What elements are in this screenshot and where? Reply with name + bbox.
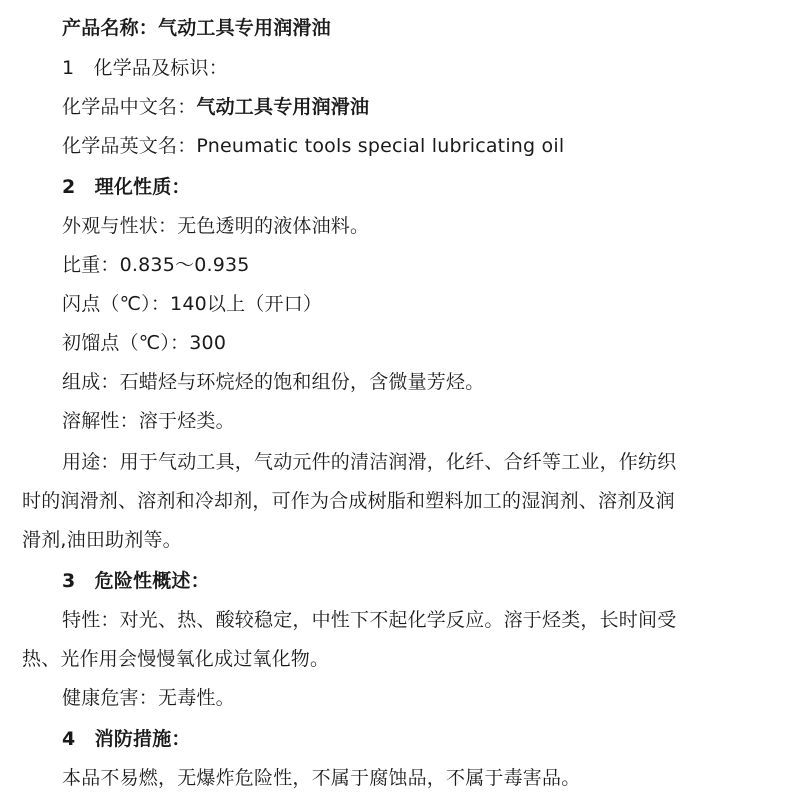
health-hazard-text: 健康危害：无毒性。 (62, 687, 235, 709)
section2-heading: 2 理化性质： (62, 176, 191, 198)
section4-heading: 4 消防措施： (62, 728, 191, 750)
properties-line-1: 特性：对光、热、酸较稳定，中性下不起化学反应。溶于烃类，长时间受 (62, 609, 677, 631)
solubility-text: 溶解性：溶于烃类。 (62, 410, 235, 432)
flammability-text: 本品不易燃，无爆炸危险性，不属于腐蚀品，不属于毒害品。 (62, 767, 581, 789)
initial-boiling-point-text: 初馏点（℃）：300 (62, 332, 227, 354)
composition-text: 组成：石蜡烃与环烷烃的饱和组份，含微量芳烃。 (62, 371, 485, 393)
chinese-name-row (62, 95, 369, 119)
appearance-text: 外观与性状：无色透明的液体油料。 (62, 215, 370, 237)
chinese-name-label: 化学品中文名： (62, 96, 197, 118)
section1-heading: 1 化学品及标识： (62, 57, 228, 79)
english-name-value: Pneumatic tools special lubricating oil (196, 135, 565, 157)
usage-line-1: 用途：用于气动工具，气动元件的清洁润滑，化纤、合纤等工业，作纺织 (62, 451, 677, 473)
usage-line-3: 滑剂,油田助剂等。 (22, 529, 182, 551)
density-text: 比重：0.835～0.935 (62, 254, 250, 276)
product-name-heading: 产品名称：气动工具专用润滑油 (62, 17, 331, 39)
section3-heading: 3 危险性概述： (62, 570, 210, 592)
properties-line-2: 热、光作用会慢慢氧化成过氧化物。 (22, 648, 330, 670)
usage-line-2: 时的润滑剂、溶剂和冷却剂，可作为合成树脂和塑料加工的湿润剂、溶剂及润 (22, 490, 675, 512)
flash-point-text: 闪点（℃）：140以上（开口） (62, 293, 323, 315)
chinese-name-value: 气动工具专用润滑油 (196, 96, 370, 118)
english-name-row (62, 134, 564, 158)
english-name-label: 化学品英文名： (62, 135, 197, 157)
